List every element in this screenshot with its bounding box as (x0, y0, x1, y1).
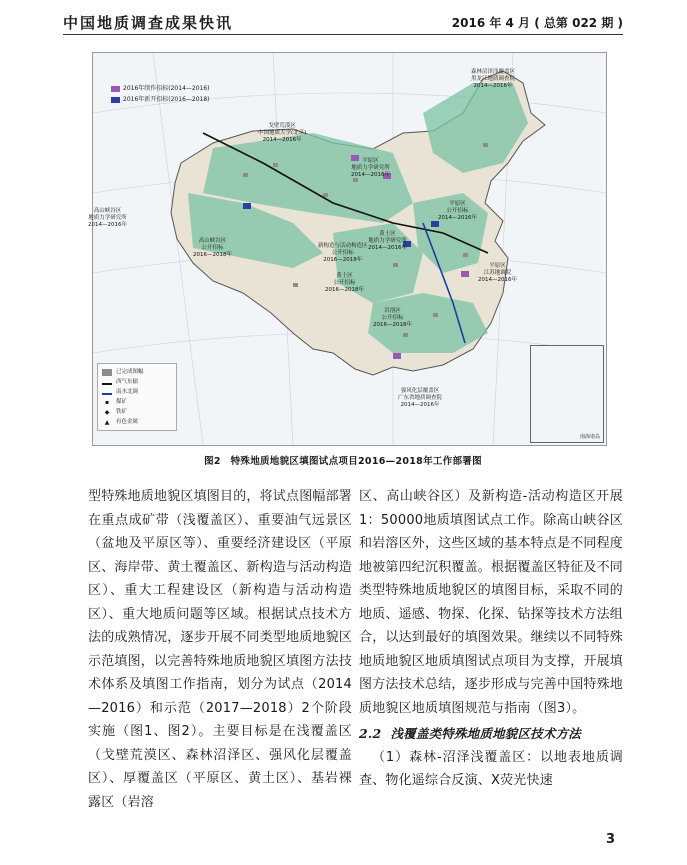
map-label-loess-1: 黄土区 地质力学研究所 2014—2016年 (368, 231, 407, 251)
issue-info: 2016 年 4 月 ( 总第 022 期 ) (451, 16, 623, 30)
right-column (359, 485, 623, 793)
blue-swatch-icon (111, 97, 120, 103)
map-legend-top (111, 83, 210, 105)
water-diversion-line-icon (102, 389, 112, 395)
purple-swatch-icon (111, 86, 120, 92)
section-title: 浅覆盖类特殊地质地貌区技术方法 (390, 726, 581, 741)
figure-caption: 图2 特殊地质地貌区填图试点项目2016—2018年工作部署图 (204, 456, 482, 467)
map-label-neotectonic: 新构造与活动构造区 公开招标 2016—2018年 (318, 243, 368, 263)
map-legend-bottom: 已完成图幅 西气东输 南水北调 ▪ 煤矿 ◆ 铁矿 ▲ 有色金属 (97, 363, 177, 431)
journal-title: 中国地质调查成果快讯 (63, 14, 234, 32)
page-number: 3 (605, 832, 615, 847)
body-paragraph: 型特殊地质地貌区填图目的，将试点图幅部署在重点成矿带（浅覆盖区）、重要油气远景区（盆地及平原区等）、重要经济建设区（平原区、海岸带、黄土覆盖区、新构造与活动构造区）、重大工程建设区（新构造与活动构造区）、重大地质问题等区域。根据试点技术方法的成熟情况，逐步开展不同类型地质地貌区示范填图，以完善特殊地质地貌区填图方法技术体系及填图工作指南，划分为试点（2014—2016）和示范（2017—2018）2个阶段实施（图1、图2）。主要目标是在浅覆盖区（戈壁荒漠区、森林沼泽区、强风化层覆盖区）、厚覆盖区（平原区、黄土区）、基岩裸露区（岩溶 (88, 489, 353, 810)
map-label-gobi: 戈壁荒漠区 中国地质大学(北京) 2014—2016年 (258, 123, 307, 143)
legend-item-new: 2016年新开招标(2016—2018) (111, 94, 210, 105)
south-china-sea-inset (530, 345, 604, 443)
map-label-gorge-1: 高山峡谷区 地质力学研究所 2014—2016年 (88, 208, 127, 228)
body-paragraph: （1）森林-沼泽浅覆盖区：以地表地质调查、物化遥综合反演、X荧光快速 (359, 749, 623, 788)
inset-label: 南海诸岛 (579, 434, 600, 440)
pipeline-line-icon (102, 379, 112, 385)
nonferrous-metal-icon: ▲ (104, 418, 110, 426)
iron-mine-icon: ◆ (104, 408, 110, 416)
map-label-gorge-2: 高山峡谷区 公开招标 2016—2018年 (193, 238, 232, 258)
map-label-forest: 森林沼泽浅覆盖区 黑龙江地质调查院 2014—2016年 (471, 69, 516, 89)
map-label-plain-2: 平原区 公开招标 2014—2016年 (438, 201, 477, 221)
map-label-karst: 岩溶区 公开招标 2016—2018年 (373, 308, 412, 328)
grey-square-icon (102, 369, 112, 376)
section-heading (359, 722, 623, 746)
section-number: 2.2 (359, 726, 382, 741)
deployment-map (88, 52, 607, 446)
page-header (63, 8, 623, 35)
body-paragraph: 区、高山峡谷区）及新构造-活动构造区开展1：50000地质填图试点工作。除高山峡谷区和岩溶区外，这些区域的基本特点是不同程度地被第四纪沉积覆盖。根据覆盖区特征及不同类型特殊地质地貌区的填图目标，采取不同的地质、遥感、物探、化探、钻探等技术方法组合，以达到最好的填图效果。继续以不同特殊地质地貌区地质填图试点项目为支撑，开展填图方法技术总结，逐步形成与完善中国特殊地质地貌区地质填图规范与指南（图3）。 (359, 489, 624, 716)
map-label-weathered: 强风化层覆盖区 广东省地质调查院 2014—2016年 (398, 388, 443, 408)
map-label-plain-3: 平原区 江苏地调院 2014—2016年 (478, 263, 517, 283)
map-label-loess-2: 黄土区 公开招标 2016—2018年 (325, 273, 364, 293)
left-column (88, 485, 352, 814)
coal-mine-icon: ▪ (104, 398, 110, 406)
legend-item-continuing: 2016年续作招标(2014—2016) (111, 83, 210, 94)
map-label-plain-1: 平原区 地质力学研究所 2014—2016年 (351, 158, 390, 178)
